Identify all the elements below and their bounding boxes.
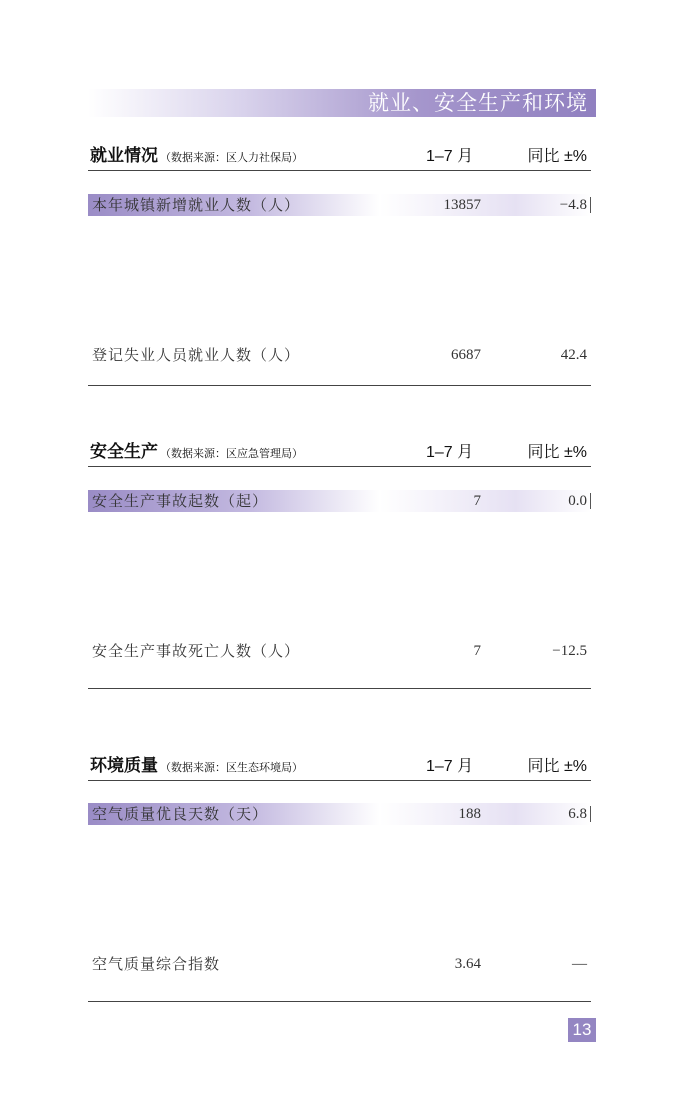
period-label: 1–7 月 [426, 148, 474, 165]
row-value: 6687 [451, 347, 481, 363]
row-label: 空气质量优良天数（天） [92, 805, 269, 823]
table-row [88, 640, 591, 662]
yoy-label: 同比 ±% [527, 444, 587, 461]
row-label: 空气质量综合指数 [92, 955, 221, 973]
table-row [88, 803, 591, 825]
table-row [88, 344, 591, 366]
row-value: 3.64 [454, 956, 481, 972]
section-header [88, 436, 591, 467]
section-bottom-rule [88, 688, 591, 689]
row-change: −4.8 [559, 197, 587, 213]
safety-section [88, 436, 591, 660]
page-number: 13 [568, 1018, 596, 1042]
row-value: 7 [473, 643, 481, 659]
chapter-header-band [88, 89, 596, 117]
chapter-title: 就业、安全生产和环境 [368, 91, 588, 115]
row-change: — [572, 956, 587, 972]
section-title: 环境质量 [90, 756, 158, 776]
data-source: （数据来源：区人力社保局） [160, 151, 303, 164]
table-row [88, 490, 591, 512]
row-change: 6.8 [568, 806, 587, 822]
row-value: 188 [458, 806, 481, 822]
row-value: 7 [473, 493, 481, 509]
section-header [88, 140, 591, 171]
table-row [88, 194, 591, 216]
section-bottom-rule [88, 1001, 591, 1002]
row-label: 登记失业人员就业人数（人） [92, 346, 301, 364]
section-title: 就业情况 [90, 146, 158, 166]
section-header [88, 750, 591, 781]
period-label: 1–7 月 [426, 444, 474, 461]
row-change: 0.0 [568, 493, 587, 509]
row-end-bar [590, 197, 591, 213]
table-row [88, 953, 591, 975]
row-value: 13857 [443, 197, 481, 213]
yoy-label: 同比 ±% [527, 758, 587, 775]
yoy-label: 同比 ±% [527, 148, 587, 165]
section-bottom-rule [88, 385, 591, 386]
environment-section [88, 750, 591, 973]
section-title: 安全生产 [90, 442, 158, 462]
employment-section [88, 140, 591, 364]
row-change: 42.4 [560, 347, 587, 363]
row-label: 本年城镇新增就业人数（人） [92, 196, 301, 214]
data-source: （数据来源：区应急管理局） [160, 447, 303, 460]
row-label: 安全生产事故起数（起） [92, 492, 269, 510]
row-end-bar [590, 806, 591, 822]
period-label: 1–7 月 [426, 758, 474, 775]
row-label: 安全生产事故死亡人数（人） [92, 642, 301, 660]
row-change: −12.5 [552, 643, 587, 659]
data-source: （数据来源：区生态环境局） [160, 761, 303, 774]
row-end-bar [590, 493, 591, 509]
